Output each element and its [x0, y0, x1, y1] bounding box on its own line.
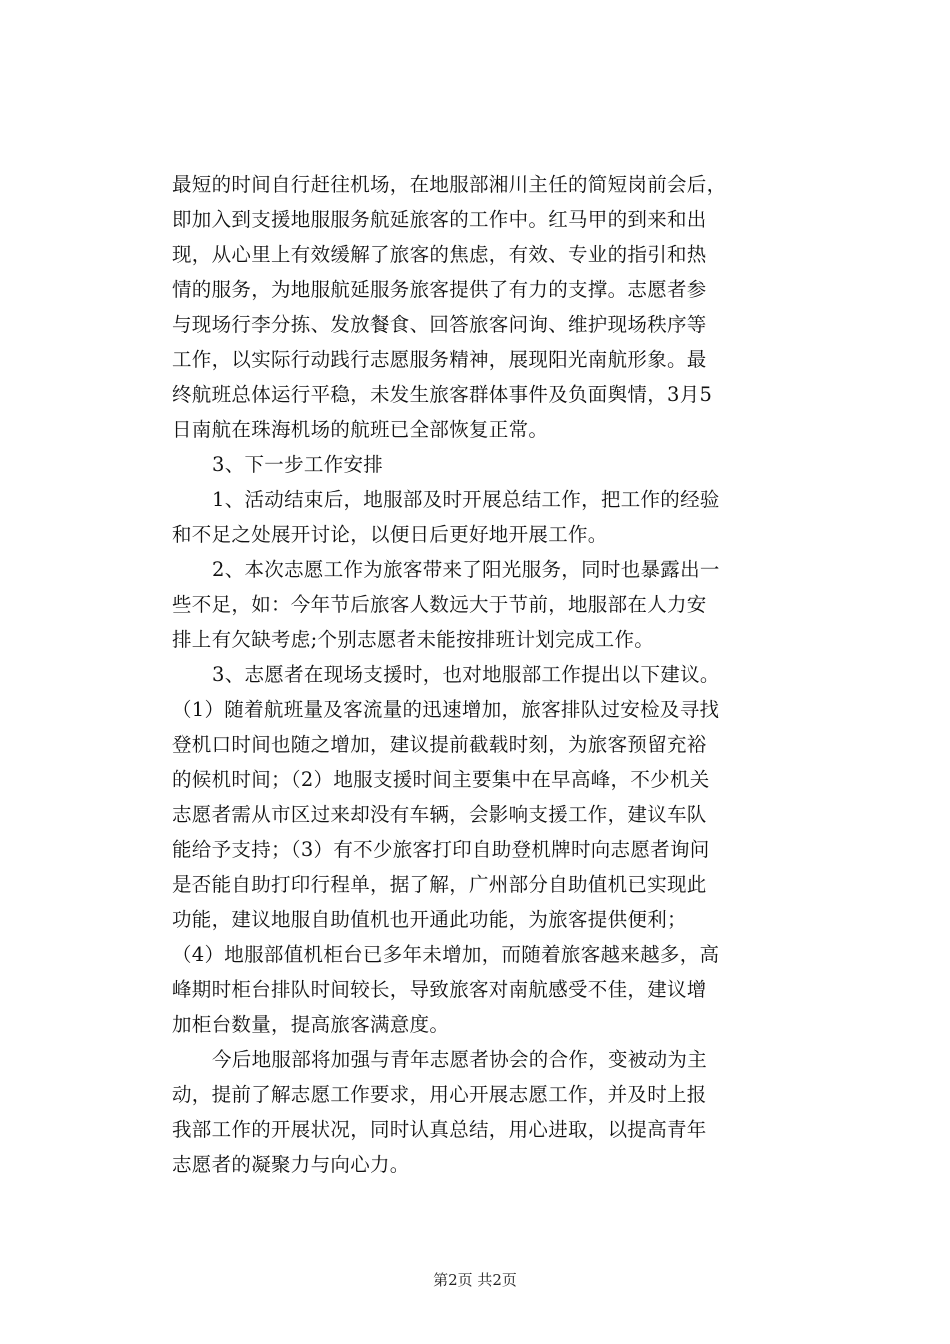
text-line: 动，提前了解志愿工作要求，用心开展志愿工作，并及时上报: [172, 1083, 707, 1106]
text-line: 志愿者需从市区过来却没有车辆，会影响支援工作，建议车队: [172, 803, 707, 826]
text-line: 日南航在珠海机场的航班已全部恢复正常。: [172, 418, 549, 441]
text-line: 3、下一步工作安排: [212, 453, 384, 476]
text-line: 的候机时间；（2）地服支援时间主要集中在早高峰，不少机关: [172, 768, 710, 791]
text-line: 最短的时间自行赶往机场，在地服部湘川主任的简短岗前会后，: [172, 173, 727, 196]
text-line: （1）随着航班量及客流量的迅速增加，旅客排队过安检及寻找: [172, 698, 720, 721]
text-line: 工作，以实际行动践行志愿服务精神，展现阳光南航形象。最: [172, 348, 707, 371]
text-line: 即加入到支援地服服务航延旅客的工作中。红马甲的到来和出: [172, 208, 707, 231]
text-line: 峰期时柜台排队时间较长，导致旅客对南航感受不佳，建议增: [172, 978, 707, 1001]
text-line: 和不足之处展开讨论，以便日后更好地开展工作。: [172, 523, 608, 546]
text-line: 登机口时间也随之增加，建议提前截载时刻，为旅客预留充裕: [172, 733, 707, 756]
text-line: 志愿者的凝聚力与向心力。: [172, 1153, 410, 1176]
text-line: 些不足，如：今年节后旅客人数远大于节前，地服部在人力安: [172, 593, 707, 616]
text-line: 3、志愿者在现场支援时，也对地服部工作提出以下建议。: [212, 663, 720, 686]
text-line: 能给予支持；（3）有不少旅客打印自助登机牌时向志愿者询问: [172, 838, 710, 861]
text-line: 现，从心里上有效缓解了旅客的焦虑，有效、专业的指引和热: [172, 243, 707, 266]
text-line: 终航班总体运行平稳，未发生旅客群体事件及负面舆情，3月5: [172, 383, 713, 406]
text-line: 今后地服部将加强与青年志愿者协会的合作，变被动为主: [212, 1048, 708, 1071]
text-line: 排上有欠缺考虑;个别志愿者未能按排班计划完成工作。: [172, 628, 655, 651]
text-line: 是否能自助打印行程单，据了解，广州部分自助值机已实现此: [172, 873, 707, 896]
document-body: [172, 167, 792, 1182]
text-line: 加柜台数量，提高旅客满意度。: [172, 1013, 450, 1036]
text-line: 我部工作的开展状况，同时认真总结，用心进取，以提高青年: [172, 1118, 707, 1141]
text-line: 功能，建议地服自助值机也开通此功能，为旅客提供便利；: [172, 908, 687, 931]
text-line: （4）地服部值机柜台已多年未增加，而随着旅客越来越多，高: [172, 943, 720, 966]
text-line: 与现场行李分拣、发放餐食、回答旅客问询、维护现场秩序等: [172, 313, 707, 336]
text-line: 2、本次志愿工作为旅客带来了阳光服务，同时也暴露出一: [212, 558, 720, 581]
text-line: 1、活动结束后，地服部及时开展总结工作，把工作的经验: [212, 488, 720, 511]
text-line: 情的服务，为地服航延服务旅客提供了有力的支撑。志愿者参: [172, 278, 707, 301]
page-footer: 第2页 共2页: [433, 1271, 517, 1289]
